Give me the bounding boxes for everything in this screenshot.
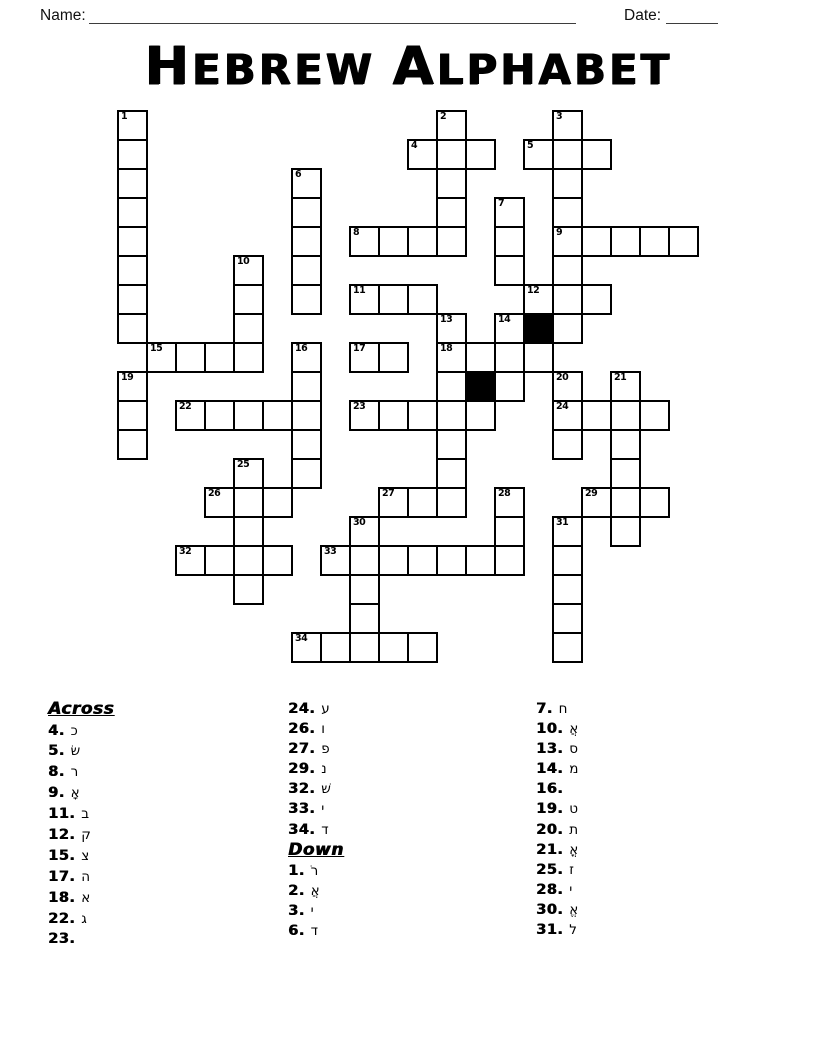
grid-cell[interactable] <box>552 110 583 141</box>
grid-cell[interactable] <box>552 400 583 431</box>
grid-cell[interactable] <box>581 487 612 518</box>
grid-cell[interactable] <box>146 342 177 373</box>
cell-number: 11 <box>353 285 366 296</box>
grid-cell[interactable] <box>668 226 699 257</box>
clue-item <box>536 820 761 840</box>
clue-hebrew-letter: י <box>569 881 573 898</box>
grid-cell[interactable] <box>407 284 438 315</box>
grid-cell[interactable] <box>552 632 583 663</box>
grid-cell[interactable] <box>639 400 670 431</box>
clue-number: 19. <box>536 801 564 818</box>
grid-cell[interactable] <box>436 429 467 460</box>
clue-hebrew-letter: אֲ <box>569 721 579 738</box>
grid-cell[interactable] <box>117 284 148 315</box>
clue-number: 24. <box>288 701 316 717</box>
date-input-line[interactable] <box>666 8 718 24</box>
grid-cell[interactable] <box>465 400 496 431</box>
clue-number: 8. <box>48 764 65 781</box>
clue-item <box>48 783 273 804</box>
grid-cell[interactable] <box>204 487 235 518</box>
grid-cell[interactable] <box>436 458 467 489</box>
cell-number: 3 <box>556 111 563 122</box>
cell-number: 24 <box>556 401 569 412</box>
clue-item <box>48 888 273 909</box>
cell-number: 12 <box>527 285 540 296</box>
grid-cell[interactable] <box>117 255 148 286</box>
clue-item <box>48 867 273 888</box>
clue-hebrew-letter: ט <box>569 801 578 818</box>
grid-cell[interactable] <box>233 313 264 344</box>
cell-number: 2 <box>440 111 447 122</box>
clue-number: 14. <box>536 761 564 778</box>
grid-cell[interactable] <box>523 139 554 170</box>
grid-cell[interactable] <box>552 197 583 228</box>
grid-cell[interactable] <box>465 342 496 373</box>
grid-cell[interactable] <box>581 284 612 315</box>
clue-item <box>536 699 761 719</box>
grid-cell[interactable] <box>349 400 380 431</box>
grid-cell[interactable] <box>436 371 467 402</box>
grid-cell[interactable] <box>494 313 525 344</box>
grid-cell[interactable] <box>610 371 641 402</box>
clue-hebrew-letter: אֲ <box>310 883 320 900</box>
cell-number: 7 <box>498 198 505 209</box>
grid-cell[interactable] <box>233 342 264 373</box>
clue-item <box>48 721 273 742</box>
cell-number: 17 <box>353 343 366 354</box>
grid-cell[interactable] <box>407 226 438 257</box>
clue-item <box>48 804 273 825</box>
grid-cell[interactable] <box>349 284 380 315</box>
grid-cell[interactable] <box>610 487 641 518</box>
grid-cell[interactable] <box>552 429 583 460</box>
grid-cell[interactable] <box>639 226 670 257</box>
cell-number: 1 <box>121 111 128 122</box>
grid-cell[interactable] <box>117 168 148 199</box>
clue-item <box>536 920 761 940</box>
clue-item <box>288 799 513 819</box>
clue-item <box>536 900 761 920</box>
clue-number: 11. <box>48 806 76 823</box>
grid-cell[interactable] <box>378 342 409 373</box>
grid-cell[interactable] <box>552 371 583 402</box>
grid-cell[interactable] <box>465 545 496 576</box>
cell-number: 5 <box>527 140 534 151</box>
clue-hebrew-letter: אֳ <box>569 841 579 858</box>
clue-hebrew-letter: ק <box>81 826 91 843</box>
clue-number: 12. <box>48 826 76 843</box>
grid-cell[interactable] <box>494 255 525 286</box>
grid-cell[interactable] <box>610 429 641 460</box>
cell-number: 23 <box>353 401 366 412</box>
clue-hebrew-letter: י <box>321 801 325 818</box>
clue-item <box>536 860 761 880</box>
grid-cell[interactable] <box>494 226 525 257</box>
clue-item <box>288 861 513 881</box>
clue-hebrew-letter: צ <box>81 847 90 864</box>
date-label: Date: <box>624 7 662 24</box>
grid-cell[interactable] <box>233 255 264 286</box>
clue-number: 25. <box>536 861 564 878</box>
grid-cell[interactable] <box>349 603 380 634</box>
clue-hebrew-letter: ר <box>70 764 79 781</box>
grid-cell[interactable] <box>610 400 641 431</box>
grid-cell[interactable] <box>407 545 438 576</box>
grid-cell[interactable] <box>175 342 206 373</box>
black-cell <box>465 371 496 402</box>
cell-number: 15 <box>150 343 163 354</box>
clue-hebrew-letter: פ <box>321 741 330 758</box>
cell-number: 8 <box>353 227 360 238</box>
grid-cell[interactable] <box>581 226 612 257</box>
clue-hebrew-letter: ל <box>569 922 577 939</box>
cell-number: 27 <box>382 488 395 499</box>
cell-number: 9 <box>556 227 563 238</box>
grid-cell[interactable] <box>291 429 322 460</box>
clue-header-across: Across <box>48 699 115 719</box>
crossword-grid <box>117 110 700 663</box>
grid-cell[interactable] <box>349 574 380 605</box>
cell-number: 21 <box>614 372 627 383</box>
clue-number: 10. <box>536 721 564 738</box>
clue-item <box>288 921 513 941</box>
clue-number: 28. <box>536 881 564 898</box>
cell-number: 13 <box>440 314 453 325</box>
clue-number: 17. <box>48 868 76 885</box>
clue-item <box>48 846 273 867</box>
clue-number: 30. <box>536 901 564 918</box>
grid-cell[interactable] <box>436 487 467 518</box>
clue-number: 15. <box>48 847 76 864</box>
grid-cell[interactable] <box>291 400 322 431</box>
clue-hebrew-letter: ע <box>321 701 330 717</box>
grid-cell[interactable] <box>175 400 206 431</box>
clue-item <box>288 739 513 759</box>
clue-number: 27. <box>288 741 316 758</box>
clue-hebrew-letter: ד <box>310 923 318 940</box>
grid-cell[interactable] <box>494 487 525 518</box>
grid-cell[interactable] <box>378 545 409 576</box>
grid-cell[interactable] <box>291 342 322 373</box>
grid-cell[interactable] <box>291 632 322 663</box>
clue-item <box>536 759 761 779</box>
clue-number: 13. <box>536 741 564 758</box>
clue-column-across <box>48 699 273 950</box>
clue-number: 22. <box>48 910 76 927</box>
clue-hebrew-letter: מ <box>569 761 579 778</box>
cell-number: 31 <box>556 517 569 528</box>
grid-cell[interactable] <box>233 487 264 518</box>
clue-number: 20. <box>536 821 564 838</box>
clue-number: 9. <box>48 785 65 802</box>
title-initial: A <box>392 36 437 97</box>
clue-number: 3. <box>288 903 305 920</box>
clue-number: 34. <box>288 821 316 838</box>
clue-hebrew-letter: רֹ <box>310 863 319 880</box>
clue-number: 1. <box>288 863 305 880</box>
grid-cell[interactable] <box>436 168 467 199</box>
grid-cell[interactable] <box>610 516 641 547</box>
clue-number: 2. <box>288 883 305 900</box>
grid-cell[interactable] <box>117 400 148 431</box>
grid-cell[interactable] <box>436 400 467 431</box>
clue-hebrew-letter: אֱ <box>569 901 579 918</box>
grid-cell[interactable] <box>378 400 409 431</box>
clue-item <box>288 759 513 779</box>
clue-item <box>288 901 513 921</box>
grid-cell[interactable] <box>117 139 148 170</box>
grid-cell[interactable] <box>349 545 380 576</box>
clue-hebrew-letter: שׁ <box>321 781 331 798</box>
clue-hebrew-letter: א <box>81 889 91 906</box>
clue-number: 32. <box>288 781 316 798</box>
cell-number: 26 <box>208 488 221 499</box>
grid-cell[interactable] <box>349 632 380 663</box>
cell-number: 14 <box>498 314 511 325</box>
cell-number: 34 <box>295 633 308 644</box>
cell-number: 19 <box>121 372 134 383</box>
grid-cell[interactable] <box>494 371 525 402</box>
page-title: HEBREW ALPHABET <box>144 36 672 97</box>
black-cell <box>523 313 554 344</box>
clue-number: 23. <box>48 931 76 948</box>
cell-number: 10 <box>237 256 250 267</box>
grid-cell[interactable] <box>639 487 670 518</box>
grid-cell[interactable] <box>436 226 467 257</box>
grid-cell[interactable] <box>204 342 235 373</box>
clue-number: 31. <box>536 922 564 939</box>
clue-hebrew-letter: אָ <box>70 785 80 802</box>
grid-cell[interactable] <box>378 632 409 663</box>
grid-cell[interactable] <box>552 516 583 547</box>
grid-cell[interactable] <box>523 284 554 315</box>
grid-cell[interactable] <box>349 342 380 373</box>
grid-cell[interactable] <box>291 458 322 489</box>
cell-number: 25 <box>237 459 250 470</box>
clue-number: 5. <box>48 743 65 760</box>
grid-cell[interactable] <box>552 545 583 576</box>
grid-cell[interactable] <box>204 545 235 576</box>
grid-cell[interactable] <box>233 284 264 315</box>
grid-cell[interactable] <box>581 400 612 431</box>
grid-cell[interactable] <box>494 342 525 373</box>
grid-cell[interactable] <box>291 284 322 315</box>
cell-number: 22 <box>179 401 192 412</box>
grid-cell[interactable] <box>204 400 235 431</box>
clue-hebrew-letter: שׂ <box>70 743 81 760</box>
clue-item <box>536 779 761 799</box>
grid-cell[interactable] <box>552 603 583 634</box>
grid-cell[interactable] <box>378 284 409 315</box>
grid-cell[interactable] <box>552 574 583 605</box>
cell-number: 33 <box>324 546 337 557</box>
cell-number: 30 <box>353 517 366 528</box>
clue-header-down: Down <box>288 839 344 860</box>
clue-hebrew-letter: ו <box>321 721 325 738</box>
clue-hebrew-letter: ב <box>81 806 89 823</box>
clue-number: 33. <box>288 801 316 818</box>
grid-cell[interactable] <box>117 313 148 344</box>
clue-number: 4. <box>48 722 65 739</box>
grid-cell[interactable] <box>233 574 264 605</box>
grid-cell[interactable] <box>494 545 525 576</box>
grid-cell[interactable] <box>610 226 641 257</box>
grid-cell[interactable] <box>175 545 206 576</box>
grid-cell[interactable] <box>378 487 409 518</box>
clue-item <box>536 880 761 900</box>
clue-number: 16. <box>536 781 564 798</box>
grid-cell[interactable] <box>436 139 467 170</box>
grid-cell[interactable] <box>552 255 583 286</box>
grid-cell[interactable] <box>436 313 467 344</box>
clue-number: 29. <box>288 761 316 778</box>
clue-hebrew-letter: ח <box>558 701 568 717</box>
grid-cell[interactable] <box>436 197 467 228</box>
grid-cell[interactable] <box>378 226 409 257</box>
grid-cell[interactable] <box>291 255 322 286</box>
clue-item <box>288 881 513 901</box>
grid-cell[interactable] <box>552 226 583 257</box>
grid-cell[interactable] <box>436 342 467 373</box>
grid-cell[interactable] <box>291 197 322 228</box>
clue-item <box>48 929 273 950</box>
grid-cell[interactable] <box>610 458 641 489</box>
grid-cell[interactable] <box>262 487 293 518</box>
clue-hebrew-letter: נ <box>321 761 327 778</box>
grid-cell[interactable] <box>291 371 322 402</box>
grid-cell[interactable] <box>320 545 351 576</box>
clue-hebrew-letter: ז <box>569 861 574 878</box>
clue-hebrew-letter: י <box>310 903 314 920</box>
clue-number: 6. <box>288 923 305 940</box>
clue-column-down <box>536 699 761 940</box>
clue-hebrew-letter: ד <box>321 821 329 838</box>
grid-cell[interactable] <box>117 371 148 402</box>
grid-cell[interactable] <box>552 139 583 170</box>
grid-cell[interactable] <box>407 139 438 170</box>
cell-number: 4 <box>411 140 418 151</box>
grid-cell[interactable] <box>349 516 380 547</box>
grid-cell[interactable] <box>349 226 380 257</box>
grid-cell[interactable] <box>407 487 438 518</box>
grid-cell[interactable] <box>233 516 264 547</box>
grid-cell[interactable] <box>291 226 322 257</box>
grid-cell[interactable] <box>407 400 438 431</box>
clue-hebrew-letter: ג <box>81 910 87 927</box>
title-initial: H <box>144 36 192 97</box>
grid-cell[interactable] <box>436 545 467 576</box>
clue-item <box>536 840 761 860</box>
clue-item <box>536 799 761 819</box>
clue-item <box>48 762 273 783</box>
clue-item <box>536 739 761 759</box>
grid-cell[interactable] <box>407 632 438 663</box>
grid-cell[interactable] <box>262 545 293 576</box>
grid-cell[interactable] <box>494 197 525 228</box>
grid-cell[interactable] <box>552 313 583 344</box>
clue-hebrew-letter: ס <box>569 741 578 758</box>
cell-number: 6 <box>295 169 302 180</box>
cell-number: 32 <box>179 546 192 557</box>
grid-cell[interactable] <box>291 168 322 199</box>
grid-cell[interactable] <box>436 110 467 141</box>
cell-number: 16 <box>295 343 308 354</box>
grid-cell[interactable] <box>117 226 148 257</box>
clue-item <box>288 719 513 739</box>
clue-item <box>48 825 273 846</box>
cell-number: 20 <box>556 372 569 383</box>
grid-cell[interactable] <box>552 284 583 315</box>
grid-cell[interactable] <box>117 110 148 141</box>
clue-item <box>48 909 273 930</box>
name-input-line[interactable] <box>89 8 576 24</box>
grid-cell[interactable] <box>552 168 583 199</box>
clue-number: 18. <box>48 889 76 906</box>
grid-cell[interactable] <box>465 139 496 170</box>
grid-cell[interactable] <box>233 400 264 431</box>
clue-item <box>536 719 761 739</box>
clue-hebrew-letter: ה <box>81 868 91 885</box>
grid-cell[interactable] <box>320 632 351 663</box>
grid-cell[interactable] <box>581 139 612 170</box>
grid-cell[interactable] <box>117 197 148 228</box>
clue-number: 7. <box>536 701 553 717</box>
cell-number: 18 <box>440 343 453 354</box>
cell-number: 29 <box>585 488 598 499</box>
grid-cell[interactable] <box>523 342 554 373</box>
grid-cell[interactable] <box>233 458 264 489</box>
clue-number: 21. <box>536 841 564 858</box>
clue-item <box>288 820 513 840</box>
clue-item <box>48 741 273 762</box>
clue-column-middle <box>288 699 513 942</box>
clue-item <box>288 699 513 719</box>
cell-number: 28 <box>498 488 511 499</box>
clue-item <box>288 779 513 799</box>
clue-hebrew-letter: ת <box>569 821 579 838</box>
grid-cell[interactable] <box>262 400 293 431</box>
name-label: Name: <box>40 7 86 24</box>
grid-cell[interactable] <box>494 516 525 547</box>
grid-cell[interactable] <box>233 545 264 576</box>
grid-cell[interactable] <box>117 429 148 460</box>
clue-hebrew-letter: כ <box>70 722 78 739</box>
clue-number: 26. <box>288 721 316 738</box>
